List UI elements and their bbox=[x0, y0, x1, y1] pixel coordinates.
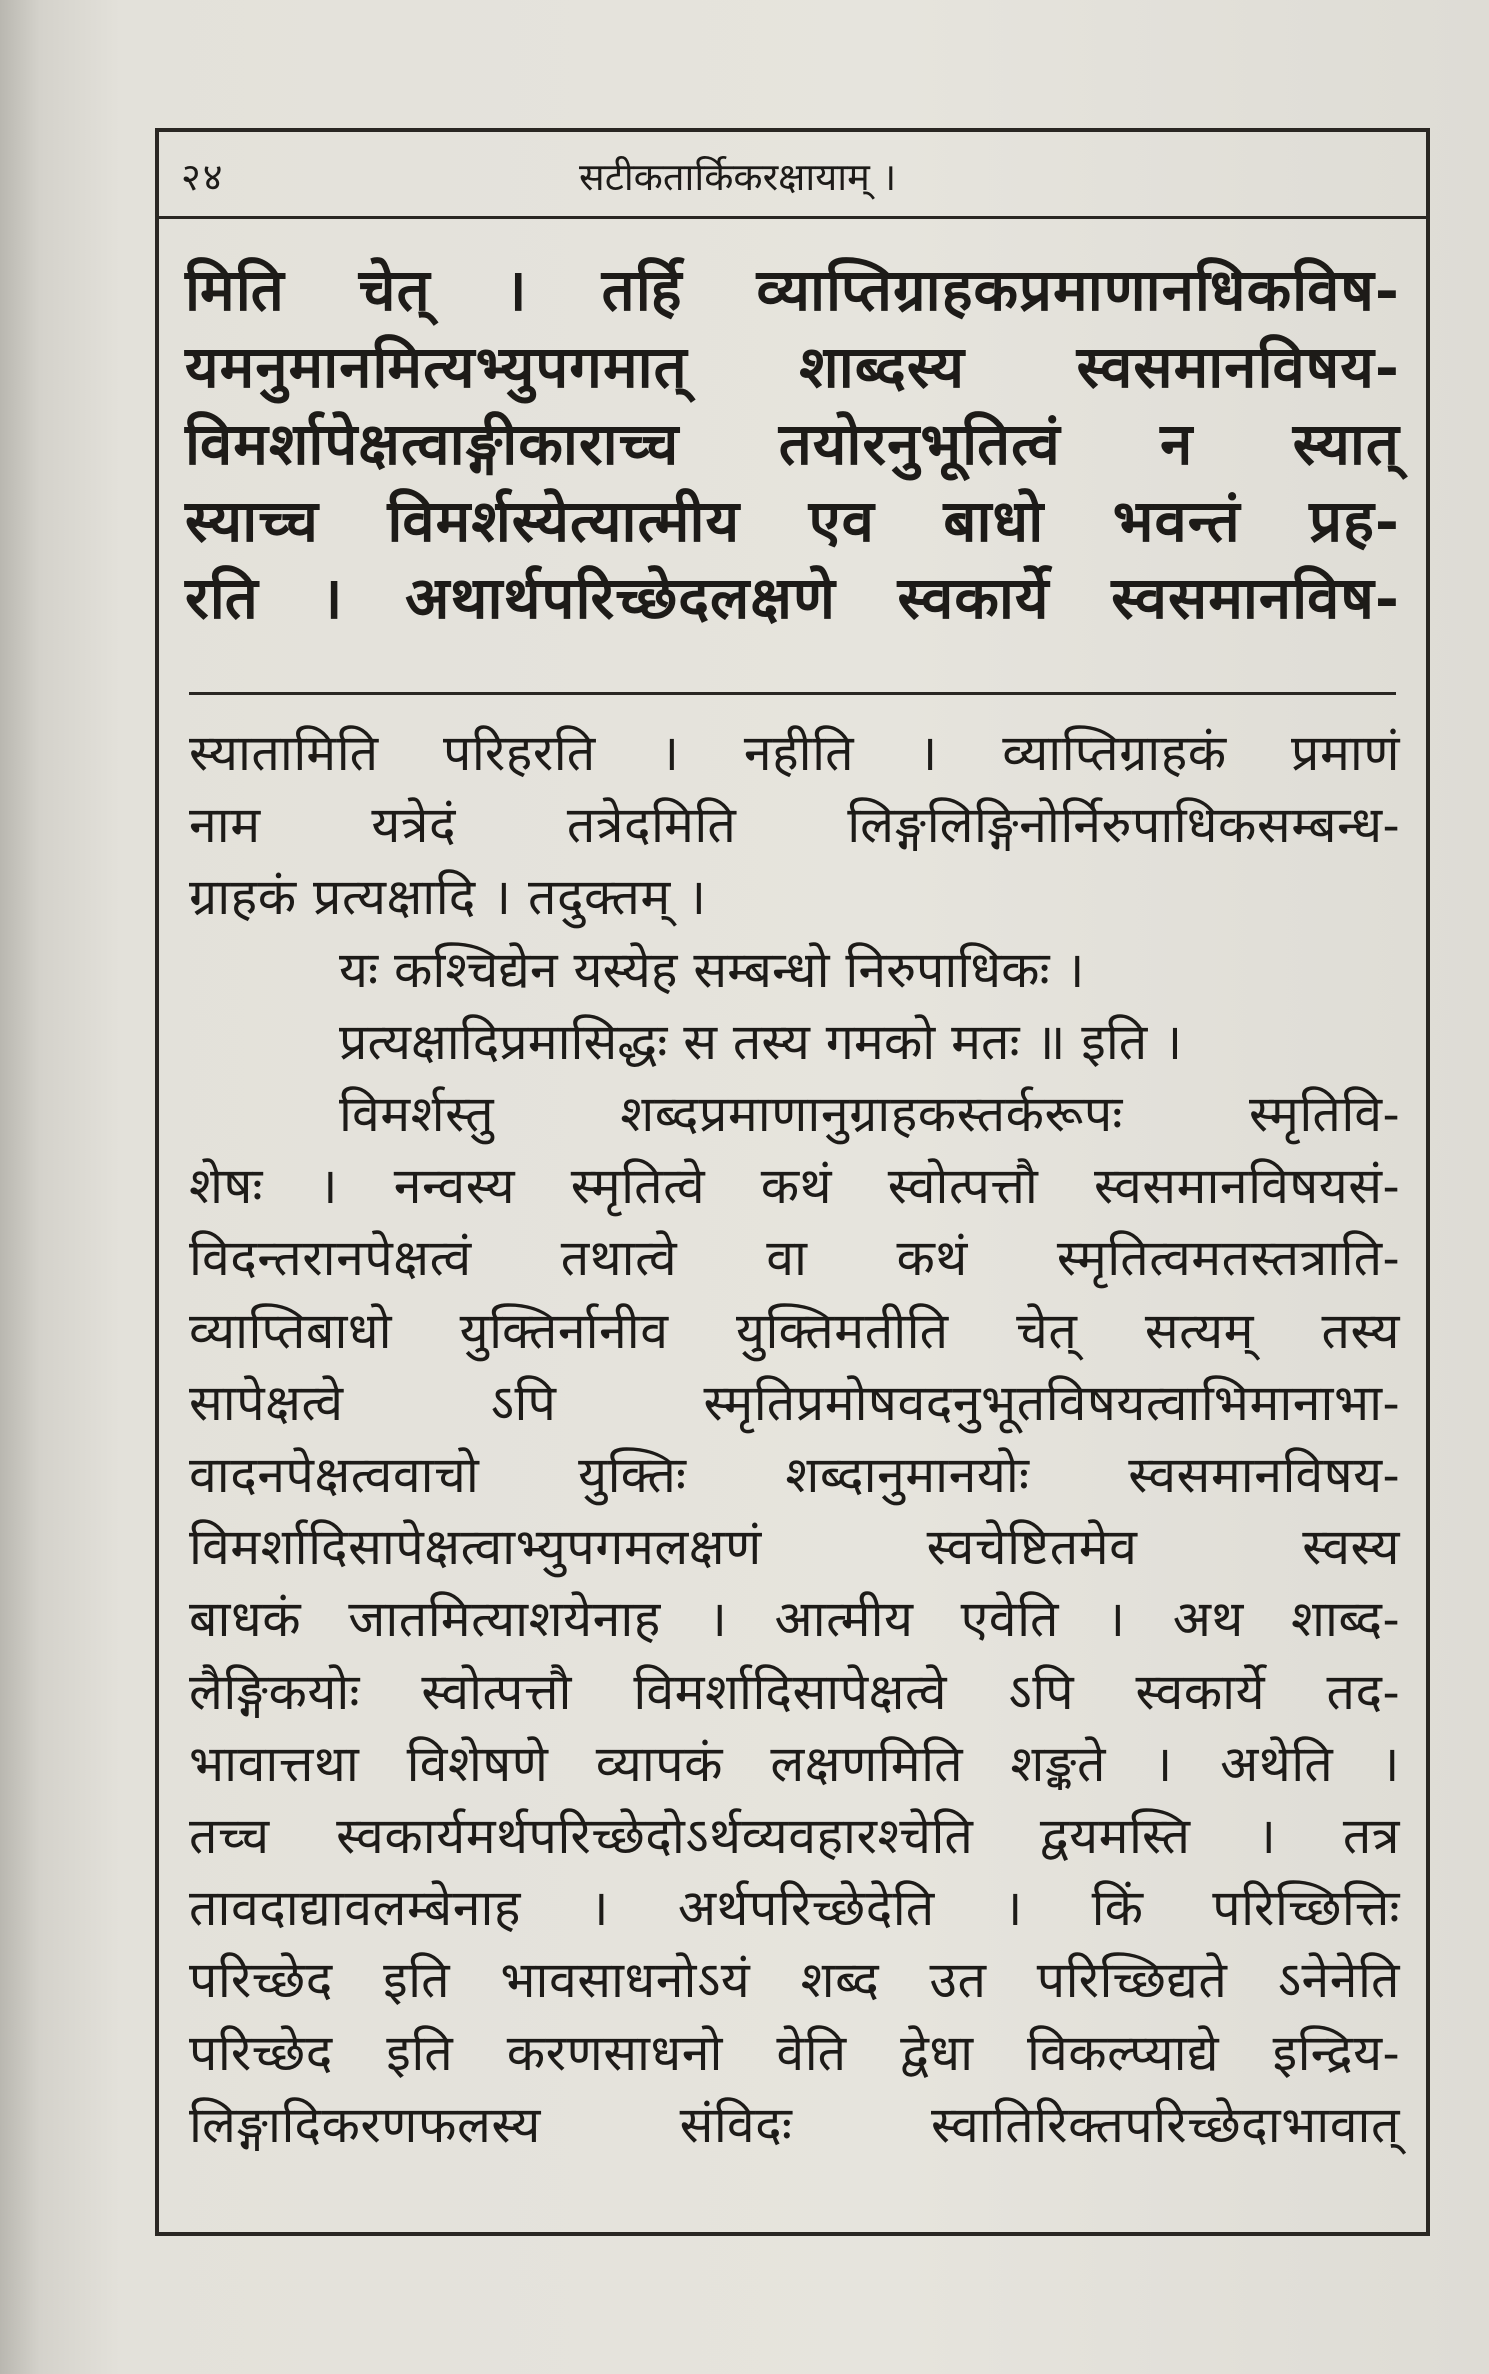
commentary-line: वादनपेक्षत्ववाचो युक्तिः शब्दानुमानयोः स्वसमानविषय- bbox=[189, 1446, 1400, 1505]
header-rule bbox=[159, 216, 1426, 219]
commentary-line: ग्राहकं प्रत्यक्षादि । तदुक्तम् । bbox=[189, 868, 707, 927]
commentary-line: शेषः । नन्वस्य स्मृतित्वे कथं स्वोत्पत्तौ स्वसमानविषयसं- bbox=[189, 1157, 1400, 1216]
root-text-line: विमर्शापेक्षत्वाङ्गीकाराच्च तयोरनुभूतित्वं न स्यात् bbox=[185, 410, 1400, 478]
commentary-line: व्याप्तिबाधो युक्तिर्नानीव युक्तिमतीति चेत् सत्यम् तस्य bbox=[189, 1301, 1400, 1360]
commentary-line: स्यातामिति परिहरति । नहीति । व्याप्तिग्राहकं प्रमाणं bbox=[189, 724, 1400, 782]
commentary-line: तच्च स्वकार्यमर्थपरिच्छेदोऽर्थव्यवहारश्चेति द्वयमस्ति । तत्र bbox=[189, 1807, 1400, 1866]
commentary-line: विमर्शादिसापेक्षत्वाभ्युपगमलक्षणं स्वचेष्टितमेव स्वस्य bbox=[189, 1518, 1400, 1577]
page-border-frame bbox=[155, 128, 1430, 2236]
verse-line: यः कश्चिद्येन यस्येह सम्बन्धो निरुपाधिकः । bbox=[339, 940, 1085, 999]
commentary-line: नाम यत्रेदं तत्रेदमिति लिङ्गलिङ्गिनोर्निरुपाधिकसम्बन्ध- bbox=[189, 796, 1400, 855]
commentary-line: सापेक्षत्वे ऽपि स्मृतिप्रमोषवदनुभूतविषयत्वाभिमानाभा- bbox=[189, 1373, 1400, 1432]
page-number: २४ bbox=[181, 155, 225, 199]
root-text-line: स्याच्च विमर्शस्येत्यात्मीय एव बाधो भवन्तं प्रह- bbox=[185, 487, 1400, 555]
running-title: सटीकतार्किकरक्षायाम् । bbox=[579, 155, 897, 199]
commentary-line: बाधकं जातमित्याशयेनाह । आत्मीय एवेति । अथ शाब्द- bbox=[189, 1590, 1400, 1649]
commentary-line: विदन्तरानपेक्षत्वं तथात्वे वा कथं स्मृतित्वमतस्तत्राति- bbox=[189, 1229, 1400, 1288]
commentary-line: परिच्छेद इति भावसाधनोऽयं शब्द उत परिच्छिद्यते ऽनेनेति bbox=[189, 1951, 1400, 2010]
section-divider bbox=[189, 692, 1396, 695]
commentary-line: लिङ्गादिकरणफलस्य संविदः स्वातिरिक्तपरिच्छेदाभावात् bbox=[189, 2095, 1400, 2154]
root-text-line: मिति चेत् । तर्हि व्याप्तिग्राहकप्रमाणानधिकविष- bbox=[185, 256, 1400, 324]
commentary-line: परिच्छेद इति करणसाधनो वेति द्वेधा विकल्प्याद्ये इन्द्रिय- bbox=[189, 2023, 1400, 2082]
commentary-paragraph-start: विमर्शस्तु शब्दप्रमाणानुग्राहकस्तर्करूपः स्मृतिवि- bbox=[339, 1085, 1400, 1144]
root-text-line: रति । अथार्थपरिच्छेदलक्षणे स्वकार्ये स्वसमानविष- bbox=[185, 564, 1400, 632]
page-header bbox=[159, 132, 1426, 224]
commentary-line: भावात्तथा विशेषणे व्यापकं लक्षणमिति शङ्कते । अथेति । bbox=[189, 1734, 1400, 1793]
root-text-block bbox=[185, 252, 1400, 637]
verse-line: प्रत्यक्षादिप्रमासिद्धः स तस्य गमको मतः ॥ इति । bbox=[339, 1012, 1183, 1071]
commentary-line: तावदाद्यावलम्बेनाह । अर्थपरिच्छेदेति । किं परिच्छित्तिः bbox=[189, 1879, 1400, 1938]
root-text-line: यमनुमानमित्यभ्युपगमात् शाब्दस्य स्वसमानविषय- bbox=[185, 333, 1400, 401]
commentary-block bbox=[189, 717, 1400, 2161]
commentary-line: लैङ्गिकयोः स्वोत्पत्तौ विमर्शादिसापेक्षत्वे ऽपि स्वकार्ये तद- bbox=[189, 1662, 1400, 1721]
